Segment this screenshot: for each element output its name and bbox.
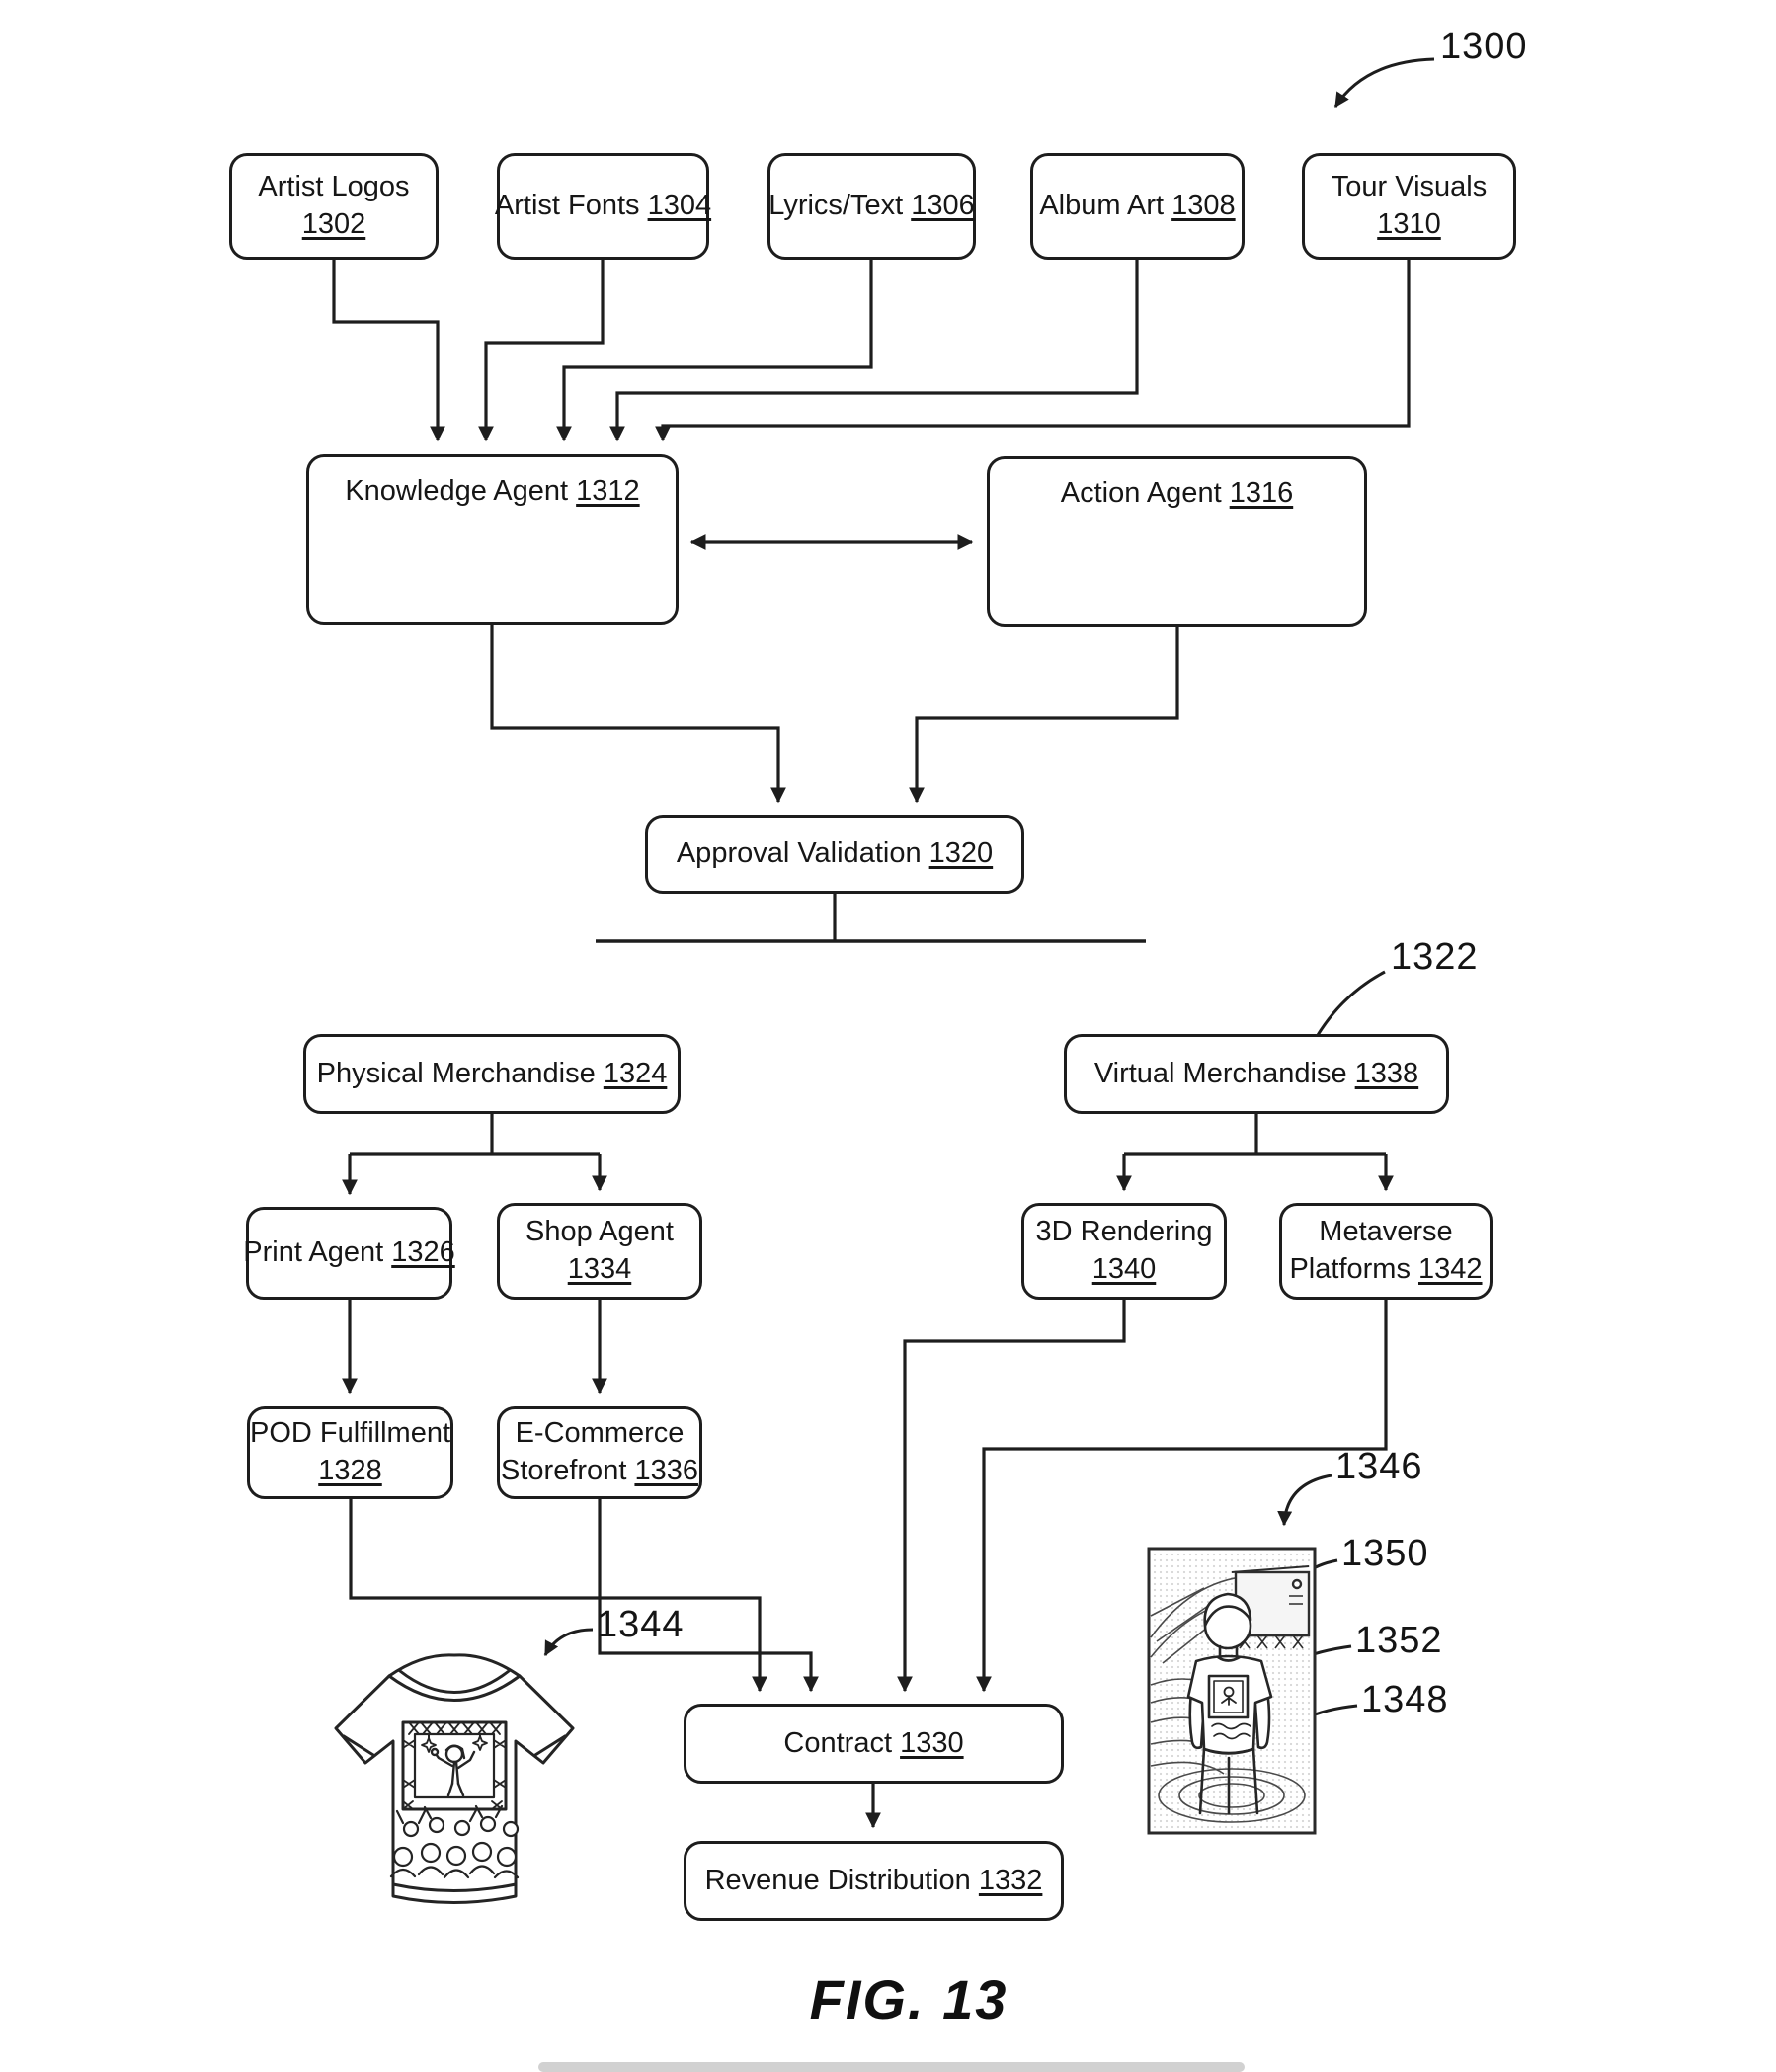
node-print-agent <box>243 1207 455 1300</box>
node-knowledge-agent <box>306 454 679 625</box>
node-label-line: Tour Visuals <box>1331 171 1488 203</box>
node-label-line: Print Agent 1326 <box>243 1236 455 1269</box>
node-physical-merchandise <box>303 1034 681 1114</box>
node-artist-fonts <box>494 153 712 260</box>
ref-label-1300: 1300 <box>1440 26 1528 67</box>
node-approval-validation <box>645 815 1024 894</box>
edge-3d-contract <box>905 1300 1124 1691</box>
edge-ecom-contract <box>600 1499 811 1691</box>
ref-label-1346: 1346 <box>1335 1446 1423 1487</box>
callout-arrow-1346 <box>1284 1475 1332 1525</box>
edge-action-approval <box>917 627 1177 802</box>
node-label-line: Approval Validation 1320 <box>676 837 994 870</box>
edge-tour-visuals-knowledge <box>663 259 1409 440</box>
node-label-line: 1302 <box>301 208 366 240</box>
figure-caption: FIG. 13 <box>809 1968 1009 2031</box>
node-ecommerce-storefront <box>497 1406 702 1499</box>
node-lyrics-text <box>767 153 976 260</box>
tshirt-drawing <box>308 1632 600 1933</box>
callout-arrow-1300 <box>1335 59 1434 107</box>
node-contract <box>684 1704 1064 1784</box>
node-label-line: Physical Merchandise 1324 <box>316 1057 668 1089</box>
node-shop-agent <box>497 1203 702 1300</box>
node-tour-visuals <box>1302 153 1516 260</box>
node-label-line: POD Fulfillment <box>249 1417 451 1450</box>
node-label-line: 1328 <box>318 1455 382 1486</box>
edge-artist-fonts-knowledge <box>486 259 603 440</box>
node-virtual-merchandise <box>1064 1034 1449 1114</box>
ref-label-1350: 1350 <box>1341 1533 1429 1574</box>
edge-virtual-stem <box>1124 1114 1386 1154</box>
edge-lyrics-knowledge <box>564 259 871 440</box>
node-artist-logos <box>229 153 439 260</box>
node-label-line: Artist Logos <box>258 171 410 203</box>
node-label-line: 1340 <box>1091 1253 1157 1285</box>
node-label-line: 3D Rendering <box>1035 1216 1213 1248</box>
node-pod-fulfillment <box>247 1406 453 1499</box>
edge-album-art-knowledge <box>617 259 1137 440</box>
node-label-line: Knowledge Agent 1312 <box>345 475 640 507</box>
node-label-line: Revenue Distribution 1332 <box>704 1864 1043 1896</box>
ref-label-1322: 1322 <box>1391 936 1479 978</box>
node-revenue-distribution <box>684 1841 1064 1921</box>
ref-label-1352: 1352 <box>1355 1620 1443 1661</box>
node-label-line: Virtual Merchandise 1338 <box>1093 1057 1419 1089</box>
avatar-drawing <box>1147 1547 1317 1835</box>
node-label-line: Platforms 1342 <box>1289 1253 1483 1285</box>
edge-artist-logos-knowledge <box>334 259 438 440</box>
node-album-art <box>1030 153 1245 260</box>
node-label-line: Action Agent 1316 <box>1060 477 1294 509</box>
avatar-figure <box>1147 1547 1317 1840</box>
node-label-line: E-Commerce <box>515 1417 685 1450</box>
edge-physical-stem <box>350 1114 600 1154</box>
node-3d-rendering <box>1021 1203 1227 1300</box>
node-label-line: 1310 <box>1377 208 1441 240</box>
node-action-agent <box>987 456 1367 627</box>
tshirt-figure <box>308 1632 600 1938</box>
node-label-line: Contract 1330 <box>783 1726 964 1759</box>
ref-label-1348: 1348 <box>1361 1679 1449 1720</box>
ref-label-1344: 1344 <box>597 1604 685 1645</box>
edge-knowledge-approval <box>492 625 778 802</box>
node-label-line: 1334 <box>567 1253 632 1285</box>
node-label-line: Shop Agent <box>525 1216 674 1248</box>
node-label-line: Lyrics/Text 1306 <box>768 190 975 222</box>
node-label-line: Metaverse <box>1319 1216 1453 1248</box>
node-metaverse-platforms <box>1279 1203 1493 1300</box>
node-label-line: Album Art 1308 <box>1039 190 1236 222</box>
node-label-line: Storefront 1336 <box>501 1455 698 1486</box>
node-label-line: Artist Fonts 1304 <box>494 190 712 222</box>
